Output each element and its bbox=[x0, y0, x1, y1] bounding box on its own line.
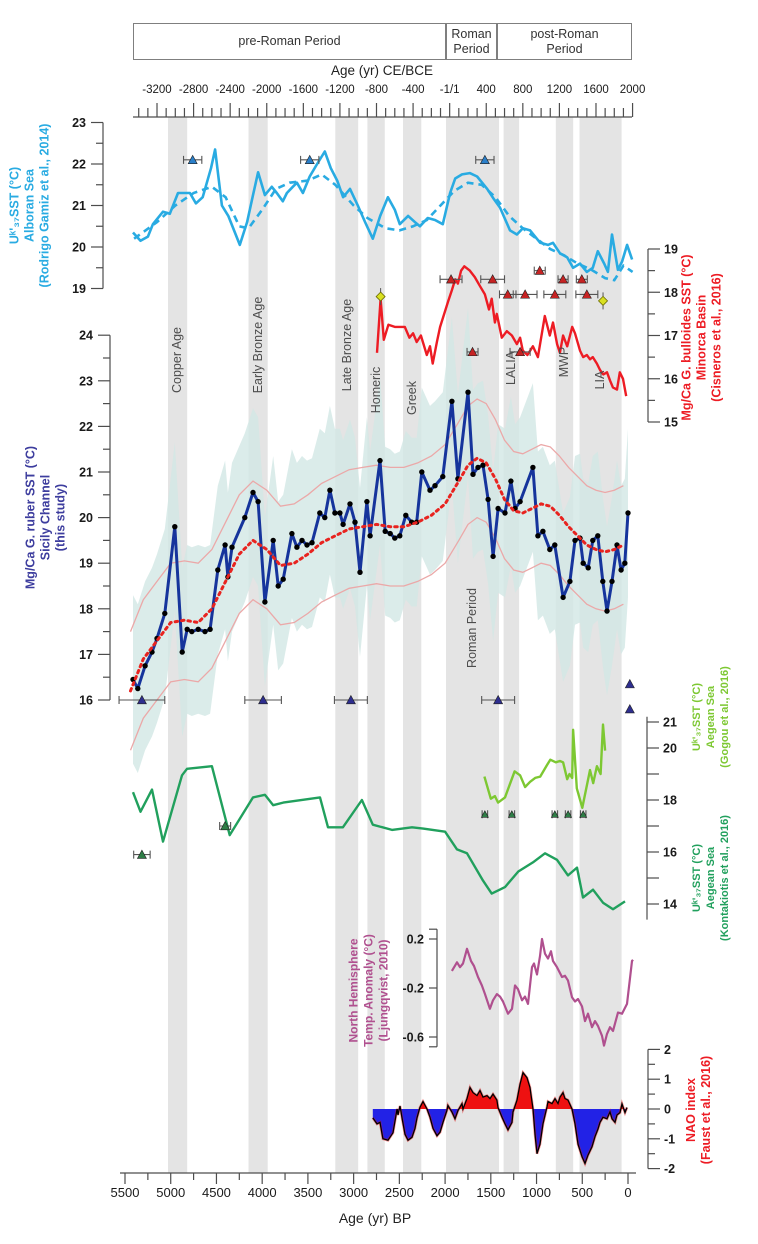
tick-label: 3500 bbox=[293, 1185, 323, 1200]
band-label-homeric: Homeric bbox=[369, 366, 383, 414]
tick-label: 1000 bbox=[522, 1185, 552, 1200]
sicily-data-point bbox=[229, 545, 234, 550]
sicily-data-point bbox=[517, 499, 522, 504]
era-band bbox=[403, 117, 421, 1173]
title-line: Uᵏ'₃₇SST (°C) bbox=[7, 166, 22, 245]
tick-label: 16 bbox=[663, 845, 677, 860]
sicily-data-point bbox=[440, 474, 445, 479]
sicily-data-point bbox=[276, 583, 281, 588]
tick-label: 1200 bbox=[546, 84, 573, 96]
sicily-data-point bbox=[388, 531, 393, 536]
band-label-early-bronze: Early Bronze Age bbox=[251, 296, 265, 394]
sicily-data-point bbox=[547, 547, 552, 552]
tick-label: 4500 bbox=[201, 1185, 231, 1200]
sicily-data-point bbox=[367, 533, 372, 538]
sicily-data-point bbox=[255, 499, 260, 504]
tick-label: 3000 bbox=[339, 1185, 369, 1200]
tick-label: 1600 bbox=[583, 84, 609, 96]
tick-label: 19 bbox=[72, 282, 86, 296]
sicily-data-point bbox=[392, 535, 397, 540]
title-line: (Ljungqvist, 2010) bbox=[376, 939, 391, 1042]
sicily-data-point bbox=[600, 579, 605, 584]
tick-label: 17 bbox=[79, 647, 93, 662]
top-axis-title: Age (yr) CE/BCE bbox=[330, 63, 434, 78]
band-label-copper-age: Copper Age bbox=[170, 326, 184, 394]
panel-title-sicily bbox=[24, 418, 69, 618]
tick-label: 2000 bbox=[430, 1185, 460, 1200]
tick-label: 21 bbox=[72, 199, 86, 213]
sicily-data-point bbox=[215, 567, 220, 572]
sicily-data-point bbox=[502, 510, 507, 515]
tick-label: 2 bbox=[664, 1042, 671, 1057]
title-line: Uᵏ'₃₇SST (°C) bbox=[691, 683, 703, 751]
era-band bbox=[504, 117, 519, 1173]
sicily-data-point bbox=[470, 472, 475, 477]
tick-label: -1200 bbox=[325, 84, 355, 96]
panel-title-nh bbox=[347, 906, 392, 1076]
sicily-data-point bbox=[196, 627, 201, 632]
tick-label: -0.6 bbox=[402, 1030, 424, 1045]
sicily-data-point bbox=[530, 465, 535, 470]
tick-label: 0.2 bbox=[406, 932, 424, 947]
band-label-lalia: LALIA bbox=[504, 350, 518, 386]
sicily-data-point bbox=[403, 513, 408, 518]
title-line: Sicily Channel bbox=[38, 474, 53, 561]
sicily-data-point bbox=[337, 510, 342, 515]
sicily-data-point bbox=[262, 599, 267, 604]
tick-label: 22 bbox=[79, 419, 93, 434]
sicily-data-point bbox=[432, 483, 437, 488]
tick-label: -400 bbox=[401, 84, 425, 96]
sicily-data-point bbox=[162, 611, 167, 616]
tick-label: 15 bbox=[664, 415, 678, 430]
tick-label: 2000 bbox=[619, 84, 646, 96]
tick-label: 20 bbox=[72, 240, 86, 255]
tick-label: -3200 bbox=[142, 84, 172, 96]
period-box-roman bbox=[446, 23, 497, 60]
tick-label: 19 bbox=[79, 556, 93, 571]
sicily-data-point bbox=[142, 663, 147, 668]
sicily-data-point bbox=[289, 531, 294, 536]
sicily-data-point bbox=[347, 501, 352, 506]
tick-label: 18 bbox=[664, 285, 678, 300]
period-box-label: pre-Roman Period bbox=[238, 34, 341, 48]
sicily-data-point bbox=[581, 561, 586, 566]
tick-label: 18 bbox=[79, 602, 93, 617]
sicily-data-point bbox=[332, 510, 337, 515]
sicily-data-point bbox=[185, 627, 190, 632]
sicily-data-point bbox=[465, 390, 470, 395]
tick-label: 800 bbox=[513, 84, 533, 96]
sicily-data-point bbox=[618, 567, 623, 572]
tick-label: -2000 bbox=[252, 84, 282, 96]
sicily-data-point bbox=[352, 520, 357, 525]
sicily-data-point bbox=[586, 565, 591, 570]
panel-title-nao bbox=[684, 1030, 714, 1190]
band-label-late-bronze: Late Bronze Age bbox=[340, 298, 354, 392]
sicily-data-point bbox=[271, 538, 276, 543]
tick-label: -1600 bbox=[288, 84, 319, 96]
sicily-data-point bbox=[567, 579, 572, 584]
title-line: (Rodrigo Gamiz et al., 2014) bbox=[37, 123, 52, 288]
sicily-data-point bbox=[322, 515, 327, 520]
sicily-data-point bbox=[327, 488, 332, 493]
sicily-data-point bbox=[572, 538, 577, 543]
tick-label: 0 bbox=[664, 1102, 671, 1117]
sicily-data-point bbox=[172, 524, 177, 529]
title-line: NAO index bbox=[684, 1078, 698, 1142]
tick-label: 400 bbox=[476, 84, 496, 96]
sicily-data-point bbox=[475, 465, 480, 470]
title-line: Mg/Ca G. bulloides SST (°C) bbox=[679, 254, 694, 421]
period-box-pre-roman bbox=[133, 23, 446, 60]
tick-label: 1500 bbox=[476, 1185, 506, 1200]
period-box-label: Roman Period bbox=[451, 26, 492, 56]
sicily-data-point bbox=[508, 478, 513, 483]
title-line: (Cisneros et al., 2016) bbox=[709, 273, 724, 402]
tick-label: 4000 bbox=[247, 1185, 277, 1200]
sicily-data-point bbox=[622, 561, 627, 566]
panel-title-minorca bbox=[680, 223, 725, 453]
title-line: Aegean Sea bbox=[705, 685, 717, 749]
sicily-data-point bbox=[317, 510, 322, 515]
sicily-data-point bbox=[340, 522, 345, 527]
sicily-data-point bbox=[207, 627, 212, 632]
tick-label: 23 bbox=[79, 374, 93, 389]
sicily-data-point bbox=[304, 542, 309, 547]
sicily-data-point bbox=[397, 533, 402, 538]
title-line: North Hemisphere bbox=[346, 938, 361, 1043]
title-line: (this study) bbox=[53, 483, 68, 552]
sicily-data-point bbox=[595, 533, 600, 538]
age-marker-triangle bbox=[625, 705, 634, 713]
sicily-data-point bbox=[377, 458, 382, 463]
sicily-data-point bbox=[625, 510, 630, 515]
tick-label: 5000 bbox=[156, 1185, 186, 1200]
sicily-data-point bbox=[590, 538, 595, 543]
tick-label: -1/1 bbox=[439, 84, 460, 96]
sicily-data-point bbox=[495, 506, 500, 511]
tick-label: 500 bbox=[571, 1185, 594, 1200]
title-line: Mg/Ca G. ruber SST (°C) bbox=[23, 445, 38, 590]
tick-label: 19 bbox=[664, 242, 678, 257]
title-line: (Kontakiotis et al., 2016) bbox=[719, 815, 731, 941]
sicily-data-point bbox=[242, 515, 247, 520]
tick-label: 17 bbox=[664, 329, 678, 343]
bottom-axis-title: Age (yr) BP bbox=[338, 1210, 412, 1226]
tick-label: 16 bbox=[79, 693, 93, 708]
tick-label: 1 bbox=[664, 1072, 671, 1087]
tick-label: 20 bbox=[79, 511, 93, 526]
sicily-data-point bbox=[222, 542, 227, 547]
band-label-roman-period: Roman Period bbox=[465, 588, 479, 668]
tick-label: 2500 bbox=[384, 1185, 414, 1200]
tick-label: -0.2 bbox=[402, 981, 424, 996]
tick-label: 23 bbox=[72, 116, 86, 130]
period-box-label: post-Roman Period bbox=[530, 26, 599, 56]
tick-label: 21 bbox=[79, 465, 93, 480]
tick-label: 14 bbox=[663, 897, 677, 912]
sicily-data-point bbox=[250, 490, 255, 495]
tick-label: 16 bbox=[664, 372, 678, 387]
title-line: Uᵏ'₃₇SST (°C) bbox=[691, 844, 703, 912]
band-label-greek: Greek bbox=[405, 380, 419, 416]
sicily-data-point bbox=[189, 629, 194, 634]
title-line: Alboran Sea bbox=[22, 169, 37, 242]
title-line: Temp. Anomaly (°C) bbox=[361, 934, 376, 1047]
sicily-data-point bbox=[419, 469, 424, 474]
tick-label: 18 bbox=[663, 793, 677, 808]
sicily-data-point bbox=[552, 542, 557, 547]
title-line: Minorca Basin bbox=[694, 294, 709, 381]
tick-label: -2 bbox=[664, 1162, 676, 1177]
sicily-data-point bbox=[294, 545, 299, 550]
tick-label: 24 bbox=[79, 328, 93, 343]
sicily-data-point bbox=[299, 538, 304, 543]
tick-label: 22 bbox=[72, 157, 86, 172]
sicily-data-point bbox=[364, 499, 369, 504]
tick-label: 21 bbox=[663, 715, 677, 730]
panel-title-gogou bbox=[690, 632, 732, 802]
sicily-data-point bbox=[449, 399, 454, 404]
title-line: (Gogou et al., 2016) bbox=[719, 666, 731, 768]
sicily-data-point bbox=[180, 649, 185, 654]
age-marker-triangle bbox=[625, 680, 634, 688]
title-line: Aegean Sea bbox=[705, 846, 717, 910]
sicily-data-point bbox=[490, 554, 495, 559]
sicily-data-point bbox=[427, 488, 432, 493]
sicily-data-point bbox=[604, 608, 609, 613]
tick-label: -2800 bbox=[178, 84, 209, 96]
tick-label: 20 bbox=[663, 741, 677, 756]
tick-label: -800 bbox=[364, 84, 389, 96]
sicily-data-point bbox=[535, 533, 540, 538]
panel-title-kontakiotis bbox=[690, 778, 732, 978]
sicily-data-point bbox=[540, 529, 545, 534]
tick-label: -1 bbox=[664, 1132, 676, 1147]
sicily-data-point bbox=[560, 595, 565, 600]
sicily-data-point bbox=[357, 570, 362, 575]
tick-label: 5500 bbox=[110, 1185, 140, 1200]
band-label-lia: LIA bbox=[593, 370, 607, 390]
sicily-data-point bbox=[485, 497, 490, 502]
tick-label: 0 bbox=[624, 1185, 632, 1200]
period-box-post-roman bbox=[497, 23, 632, 60]
sicily-data-point bbox=[202, 629, 207, 634]
sicily-data-point bbox=[309, 540, 314, 545]
tick-label: -2400 bbox=[215, 84, 245, 96]
panel-title-alboran bbox=[8, 96, 53, 316]
sicily-data-point bbox=[281, 577, 286, 582]
sicily-data-point bbox=[609, 579, 614, 584]
sicily-data-point bbox=[135, 686, 140, 691]
title-line: (Faust et al., 2016) bbox=[699, 1055, 713, 1165]
sicily-data-point bbox=[383, 529, 388, 534]
band-label-mwp: MWP bbox=[557, 346, 571, 378]
